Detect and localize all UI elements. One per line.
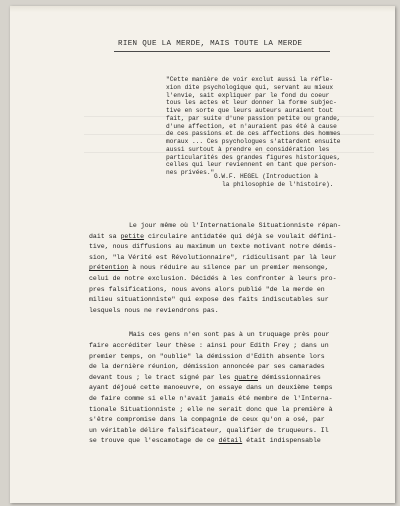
quote-line: aussi surtout à prendre en considération les <box>166 145 330 153</box>
epigraph-quote <box>166 76 376 177</box>
attribution-line: la philosophie de l'histoire). <box>222 180 334 188</box>
quote-line: celles qui leur reviennent en tant que person- <box>166 161 337 169</box>
underlined-word: quatre <box>234 373 258 381</box>
underlined-word: prétention <box>89 264 129 272</box>
body-text <box>89 221 389 447</box>
underlined-word: petite <box>120 232 145 240</box>
paragraph-line: se trouve que l'escamotage de ce détail était indispensable <box>89 437 321 445</box>
quote-line: de ces passions et de ces affections des hommes <box>166 130 341 138</box>
paragraph-line: tive, nous diffusions au maximum un texte motivant notre démis- <box>89 243 337 251</box>
paragraph-line: ayant déjoué cette manoeuvre, on essaye dans un deuxième temps <box>89 384 333 392</box>
paragraph-line: devant tous ; le tract signé par les quatre démissionnaires <box>89 373 321 381</box>
quote-line: l'envie, sait expliquer par le fond du coeur <box>166 91 330 99</box>
paragraph-line: prétention à nous réduire au silence par un premier mensonge, <box>89 264 329 272</box>
paragraph-line: un véritable délire falsificateur, qualifier de truqueurs. Il <box>89 426 329 434</box>
quote-line: fait, par suite d'une passion petite ou grande, <box>166 114 341 122</box>
paragraph-line: de la dernière réunion, démission annoncée par ses camarades <box>89 363 325 371</box>
paragraph-gap <box>89 316 389 330</box>
quote-line: tous les actes et leur donner la forme subjec- <box>166 99 337 107</box>
quote-attribution <box>214 173 374 189</box>
title-underline <box>114 51 330 52</box>
quote-line: d'une affection, et n'auraient pas été à cause <box>166 122 337 130</box>
paragraph-line: pres falsifications, nous avons alors publié "de la merde en <box>89 285 325 293</box>
paragraph-line: de faire comme si elle n'avait jamais été membre de l'Interna- <box>89 394 333 402</box>
paragraph-line: s'être compromise dans la compagnie de ceux qu'on a osé, par <box>89 416 325 424</box>
paragraph-line: dait sa petite circulaire antidatée qui déjà se voulait défini- <box>89 232 337 240</box>
paper-fold-shadow <box>10 6 395 12</box>
quote-line: "Cette manière de voir exclut aussi la réfle- <box>166 76 334 83</box>
quote-line: tive en sorte que leurs auteurs auraient tout <box>166 107 334 114</box>
quote-line: particularités des grandes figures historiques, <box>166 153 341 161</box>
typewritten-page <box>10 6 395 503</box>
paragraph-line: tionale Situationniste ; elle ne serait donc que la première à <box>89 405 333 413</box>
paragraph-line: Mais ces gens n'en sont pas à un truquage près pour <box>129 331 330 339</box>
paragraph-line: sion, "la Vérité est Révolutionnaire", ridiculisant par là leur <box>89 253 337 261</box>
paragraph-line: premier temps, on "oublie" la démission d'Edith absente lors <box>89 352 325 360</box>
quote-line: xion dite psychologique qui, servant au mieux <box>166 83 334 91</box>
quote-line: nes privées." <box>166 169 215 176</box>
paragraph-line: faire accréditer leur thèse : ainsi pour Edith Frey ; dans un <box>89 341 329 349</box>
quote-line: moraux ... Ces psychologues s'attardent ensuite <box>166 138 341 145</box>
paragraph-line: Le jour même où l'Internationale Situationniste répan- <box>129 222 342 229</box>
paragraph-line: milieu situationniste" qui expose des faits indiscutables sur <box>89 296 329 304</box>
attribution-line: G.W.F. HEGEL (Introduction à <box>214 173 318 180</box>
paragraph-line: celui de notre exclusion. Décidés à les confronter à leurs pro- <box>89 274 337 282</box>
underlined-word: détail <box>218 437 243 445</box>
document-title: RIEN QUE LA MERDE, MAIS TOUTE LA MERDE <box>118 40 303 48</box>
paragraph-line: lesquels nous ne reviendrons pas. <box>89 306 219 314</box>
